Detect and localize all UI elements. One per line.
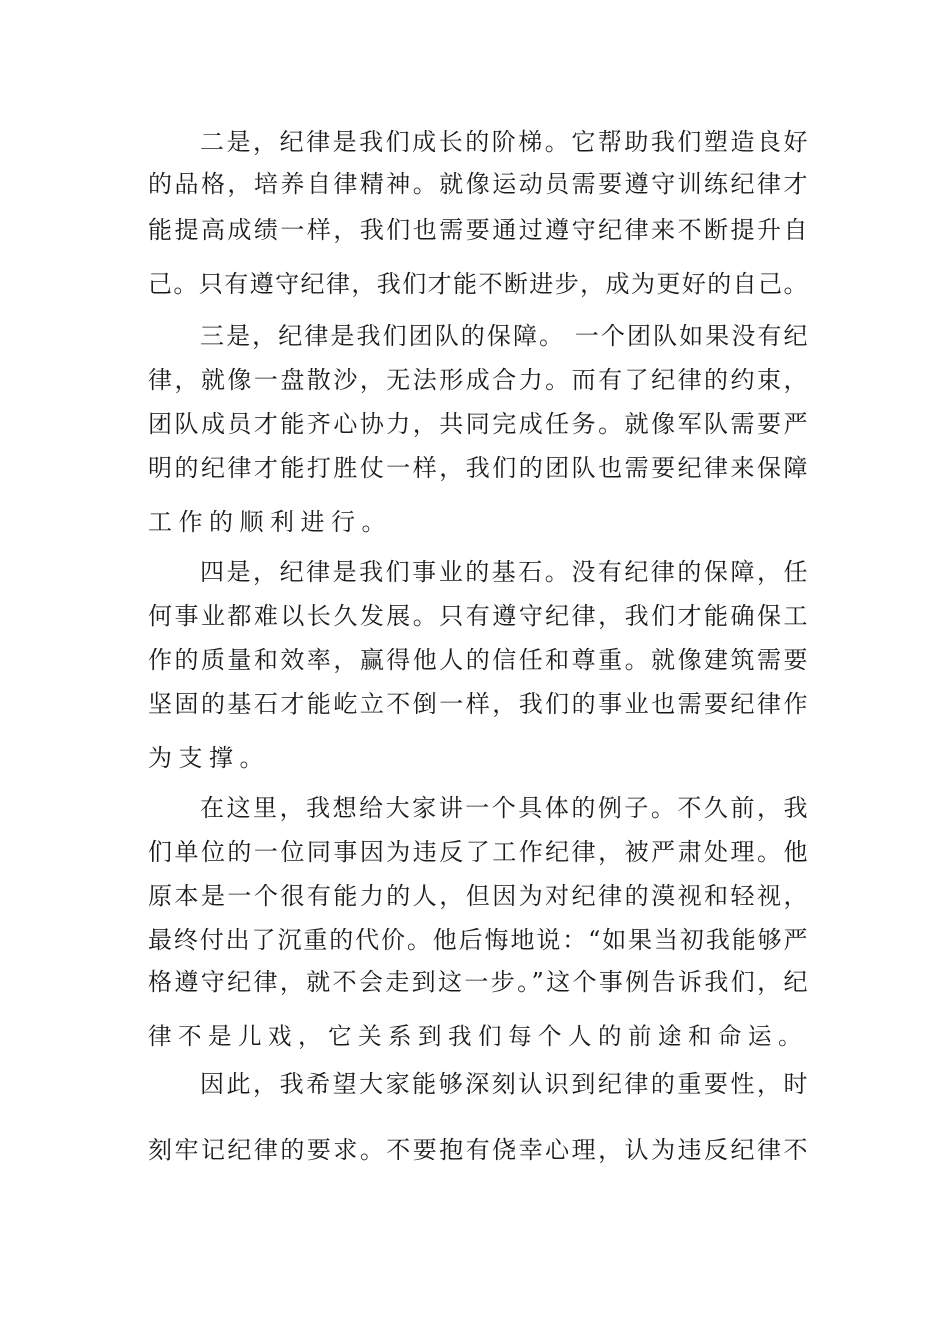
paragraph-3-line-1: 四是，纪律是我们事业的基石。没有纪律的保障，任 [200,558,808,586]
paragraph-1-line-4: 己。只有遵守纪律，我们才能不断进步，成为更好的自己。 [148,270,808,298]
paragraph-4-line-2: 们单位的一位同事因为违反了工作纪律，被严肃处理。他 [148,838,808,866]
paragraph-2-line-2: 律，就像一盘散沙，无法形成合力。而有了纪律的约束， [148,366,808,394]
paragraph-4-line-3: 原本是一个很有能力的人，但因为对纪律的漠视和轻视， [148,882,808,910]
paragraph-2-line-4: 明的纪律才能打胜仗一样，我们的团队也需要纪律来保障 [148,454,808,482]
paragraph-2-line-3: 团队成员才能齐心协力，共同完成任务。就像军队需要严 [148,410,808,438]
paragraph-1-line-1: 二是，纪律是我们成长的阶梯。它帮助我们塑造良好 [200,128,808,156]
paragraph-3-line-5: 为支撑。 [148,744,270,772]
paragraph-2-line-1: 三是，纪律是我们团队的保障。 一个团队如果没有纪 [200,322,808,350]
paragraph-3-line-2: 何事业都难以长久发展。只有遵守纪律，我们才能确保工 [148,602,808,630]
paragraph-5-line-1: 因此，我希望大家能够深刻认识到纪律的重要性，时 [200,1070,808,1098]
paragraph-4-line-6: 律不是儿戏，它关系到我们每个人的前途和命运。 [148,1022,808,1050]
paragraph-5-line-2: 刻牢记纪律的要求。不要抱有侥幸心理，认为违反纪律不 [148,1136,808,1164]
paragraph-4-line-5: 格遵守纪律，就不会走到这一步。”这个事例告诉我们，纪 [148,968,808,996]
paragraph-2-line-5: 工作的顺利进行。 [148,508,392,536]
paragraph-4-line-4: 最终付出了沉重的代价。他后悔地说：“如果当初我能够严 [148,926,808,954]
paragraph-4-line-1: 在这里，我想给大家讲一个具体的例子。不久前，我 [200,794,808,822]
paragraph-1-line-2: 的品格，培养自律精神。就像运动员需要遵守训练纪律才 [148,170,808,198]
paragraph-1-line-3: 能提高成绩一样，我们也需要通过遵守纪律来不断提升自 [148,216,808,244]
paragraph-3-line-3: 作的质量和效率，赢得他人的信任和尊重。就像建筑需要 [148,646,808,674]
paragraph-3-line-4: 坚固的基石才能屹立不倒一样，我们的事业也需要纪律作 [148,690,808,718]
